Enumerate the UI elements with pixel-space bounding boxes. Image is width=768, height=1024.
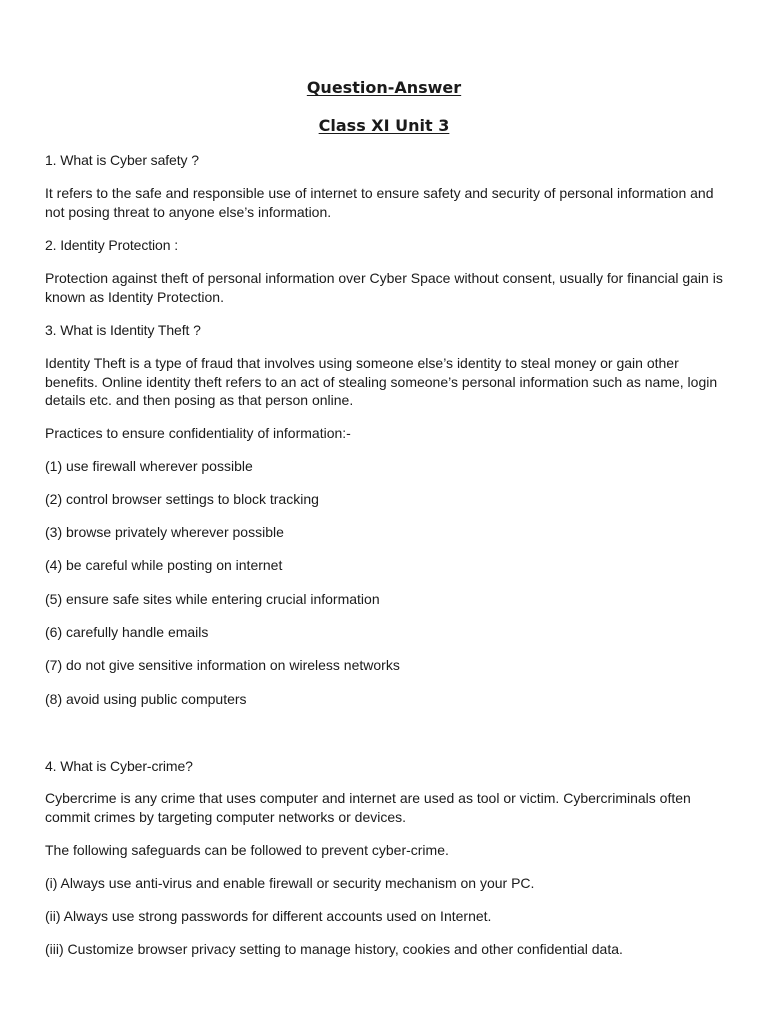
answer-paragraph: It refers to the safe and responsible use of internet to ensure safety and security of personal information and not posing threat to anyone else’s information. <box>45 185 714 220</box>
list-intro: Practices to ensure confidentiality of information:- <box>45 425 351 441</box>
question-heading: 4. What is Cyber-crime? <box>45 758 193 774</box>
list-item: (6) carefully handle emails <box>45 624 209 640</box>
list-item: (3) browse privately wherever possible <box>45 524 284 540</box>
list-item: (i) Always use anti-virus and enable firewall or security mechanism on your PC. <box>45 875 535 891</box>
list-intro: The following safeguards can be followed to prevent cyber-crime. <box>45 842 449 858</box>
page-subtitle: Class XI Unit 3 <box>318 116 450 135</box>
list-item: (4) be careful while posting on internet <box>45 557 283 573</box>
list-item: (8) avoid using public computers <box>45 691 247 707</box>
question-heading: 1. What is Cyber safety ? <box>45 152 199 168</box>
page-title: Question-Answer <box>306 78 462 97</box>
question-heading: 2. Identity Protection : <box>45 237 179 253</box>
list-item: (iii) Customize browser privacy setting to manage history, cookies and other confidential data. <box>45 941 623 957</box>
list-item: (5) ensure safe sites while entering crucial information <box>45 591 380 607</box>
answer-paragraph: Cybercrime is any crime that uses computer and internet are used as tool or victim. Cybercriminals often commit crimes by targeting computer networks or devices. <box>45 790 691 825</box>
list-item: (ii) Always use strong passwords for different accounts used on Internet. <box>45 908 492 924</box>
list-item: (7) do not give sensitive information on wireless networks <box>45 657 400 673</box>
answer-paragraph: Identity Theft is a type of fraud that involves using someone else’s identity to steal money or gain other benefits. Online identity theft refers to an act of stealing someone’s personal information such as name, login details etc. and then posing as that person online. <box>45 355 718 408</box>
list-item: (1) use firewall wherever possible <box>45 458 253 474</box>
list-item: (2) control browser settings to block tracking <box>45 491 319 507</box>
answer-paragraph: Protection against theft of personal information over Cyber Space without consent, usually for financial gain is known as Identity Protection. <box>45 270 723 305</box>
question-heading: 3. What is Identity Theft ? <box>45 322 201 338</box>
